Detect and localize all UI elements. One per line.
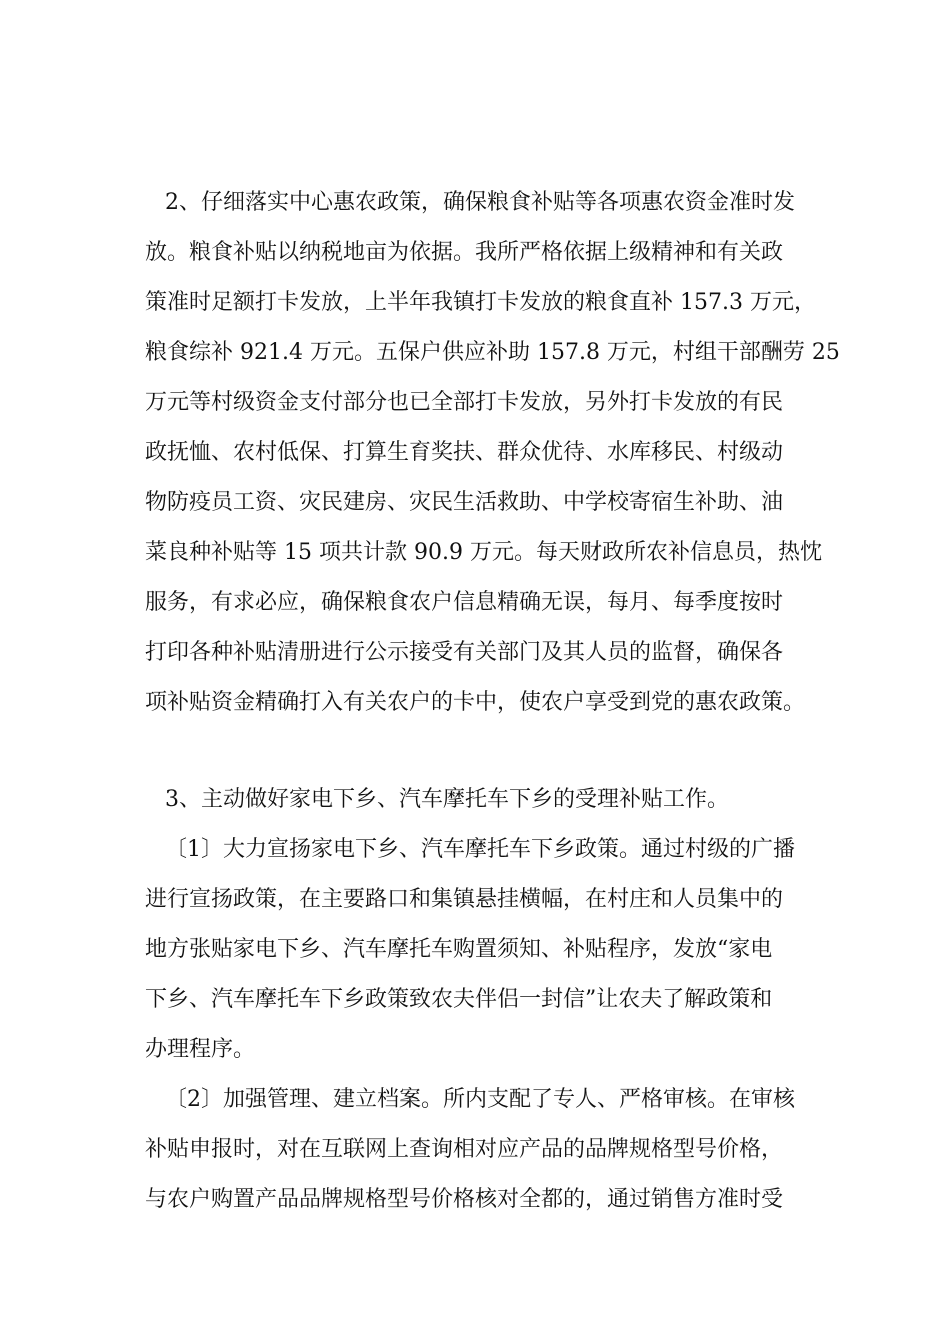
paragraph-line: 服务，有求必应，确保粮食农户信息精确无误，每月、每季度按时 xyxy=(145,590,784,615)
paragraph-line: 〔1〕大力宣扬家电下乡、汽车摩托车下乡政策。通过村级的广播 xyxy=(165,837,795,862)
paragraph-line: 菜良种补贴等 15 项共计款 90.9 万元。每天财政所农补信息员，热忱 xyxy=(145,540,822,565)
paragraph-line: 放。粮食补贴以纳税地亩为依据。我所严格依据上级精神和有关政 xyxy=(145,240,784,265)
paragraph-line: 地方张贴家电下乡、汽车摩托车购置须知、补贴程序，发放“家电 xyxy=(145,937,773,962)
section-heading: 3、主动做好家电下乡、汽车摩托车下乡的受理补贴工作。 xyxy=(165,787,729,812)
paragraph-line: 办理程序。 xyxy=(145,1037,256,1062)
paragraph-line: 策准时足额打卡发放，上半年我镇打卡发放的粮食直补 157.3 万元， xyxy=(145,290,816,315)
paragraph-line: 打印各种补贴清册进行公示接受有关部门及其人员的监督，确保各 xyxy=(145,640,784,665)
section-3-item-2 xyxy=(145,1075,825,1225)
paragraph-line: 补贴申报时，对在互联网上查询相对应产品的品牌规格型号价格， xyxy=(145,1137,784,1162)
section-3-item-1 xyxy=(145,825,825,1075)
paragraph-line: 下乡、汽车摩托车下乡政策致农夫伴侣一封信”让农夫了解政策和 xyxy=(145,987,773,1012)
paragraph-gap xyxy=(145,728,825,775)
paragraph-line: 万元等村级资金支付部分也已全部打卡发放，另外打卡发放的有民 xyxy=(145,390,784,415)
paragraph-line: 与农户购置产品品牌规格型号价格核对全都的，通过销售方准时受 xyxy=(145,1187,784,1212)
paragraph-line: 政抚恤、农村低保、打算生育奖扶、群众优待、水库移民、村级动 xyxy=(145,440,784,465)
paragraph-line: 粮食综补 921.4 万元。五保户供应补助 157.8 万元，村组干部酬劳 25 xyxy=(145,340,840,365)
paragraph-line: 2、仔细落实中心惠农政策，确保粮食补贴等各项惠农资金准时发 xyxy=(165,190,795,215)
paragraph-line: 项补贴资金精确打入有关农户的卡中，使农户享受到党的惠农政策。 xyxy=(145,690,806,715)
paragraph-line: 进行宣扬政策，在主要路口和集镇悬挂横幅，在村庄和人员集中的 xyxy=(145,887,784,912)
paragraph-line: 物防疫员工资、灾民建房、灾民生活救助、中学校寄宿生补助、油 xyxy=(145,490,784,515)
section-2-paragraph xyxy=(145,178,840,728)
document-body xyxy=(145,178,840,1225)
section-3-heading xyxy=(145,775,825,825)
paragraph-line: 〔2〕加强管理、建立档案。所内支配了专人、严格审核。在审核 xyxy=(165,1087,795,1112)
